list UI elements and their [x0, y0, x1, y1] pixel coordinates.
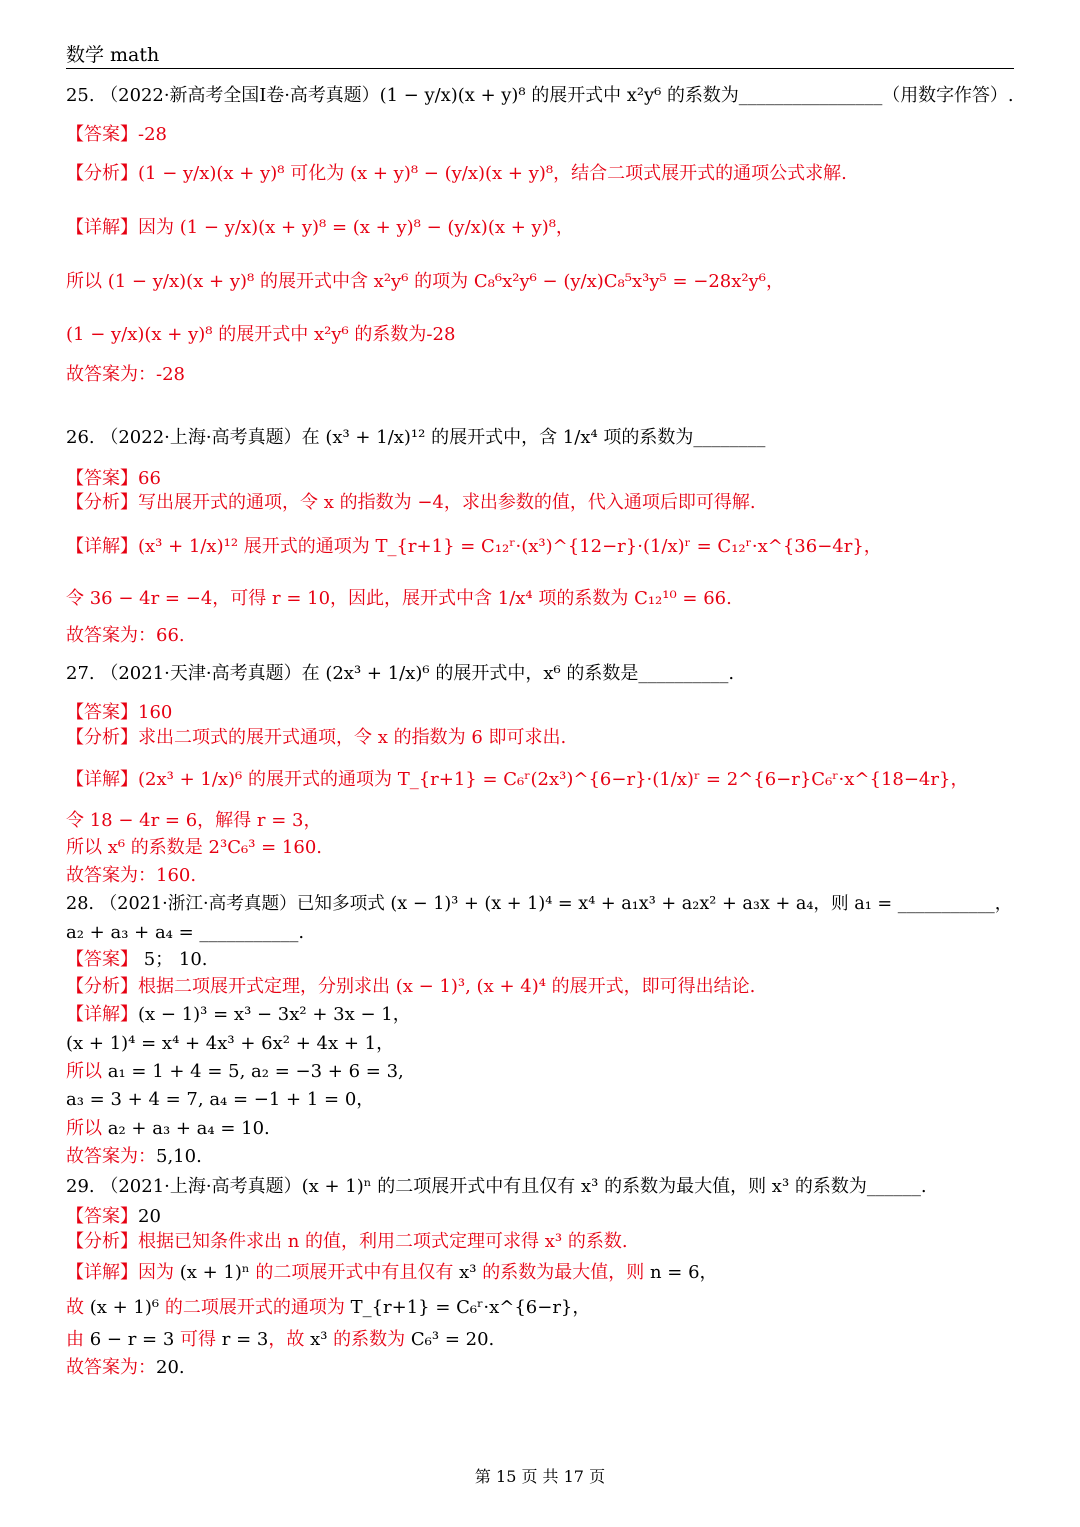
- text-line: [66, 426, 765, 450]
- text-segment: 【详解】因为: [66, 1262, 180, 1283]
- text-line: [66, 162, 847, 186]
- text-segment: 【详解】因为 (1 − y/x)(x + y)⁸ = (x + y)⁸ − (y/x)(x + y)⁸，: [66, 217, 574, 238]
- text-segment: a₃ = 3 + 4 = 7, a₄ = −1 + 1 = 0，: [66, 1089, 375, 1110]
- text-segment: 27. （2021·天津·高考真题）在 (2x³ + 1/x)⁶ 的展开式中，x⁶ 的系数是__________.: [66, 663, 735, 684]
- text-segment: 【答案】66: [66, 468, 161, 489]
- text-line: [66, 892, 1012, 916]
- text-segment: 5； 10.: [138, 949, 208, 970]
- text-segment: 所以 (1 − y/x)(x + y)⁸ 的展开式中含 x²y⁶ 的项为 C₈⁶x²y⁶ − (y/x)C₈⁵x³y⁵ = −28x²y⁶，: [66, 271, 785, 292]
- text-line: [66, 1003, 411, 1027]
- text-segment: a₁ = 1 + 4 = 5, a₂ = −3 + 6 = 3,: [107, 1061, 404, 1082]
- text-line: [66, 1230, 628, 1254]
- text-segment: 【分析】求出二项式的展开式通项，令 x 的指数为 6 即可求出.: [66, 727, 567, 748]
- text-segment: 20: [138, 1206, 161, 1227]
- text-segment: C₆³ = 20.: [410, 1329, 495, 1350]
- text-line: [66, 491, 756, 515]
- text-segment: 故答案为：: [66, 1146, 156, 1167]
- text-segment: 【详解】: [66, 1004, 138, 1025]
- text-line: [66, 363, 185, 387]
- text-line: [66, 1356, 185, 1380]
- text-line: [66, 1175, 927, 1199]
- text-line: [66, 1145, 202, 1169]
- text-line: [66, 1261, 718, 1285]
- text-segment: 由: [66, 1329, 90, 1350]
- text-line: [66, 1117, 270, 1141]
- text-segment: 29. （2021·上海·高考真题）(x + 1)ⁿ 的二项展开式中有且仅有 x³ 的系数为最大值，则 x³ 的系数为______.: [66, 1176, 927, 1197]
- text-segment: n = 6，: [649, 1262, 718, 1283]
- text-line: [66, 809, 322, 833]
- text-segment: 【分析】(1 − y/x)(x + y)⁸ 可化为 (x + y)⁸ − (y/x)(x + y)⁸，结合二项式展开式的通项公式求解.: [66, 163, 847, 184]
- text-segment: 20.: [156, 1357, 185, 1378]
- text-segment: 5,10.: [156, 1146, 202, 1167]
- text-segment: 【分析】写出展开式的通项，令 x 的指数为 −4，求出参数的值，代入通项后即可得解.: [66, 492, 756, 513]
- text-line: [66, 1032, 394, 1056]
- text-segment: 【答案】160: [66, 702, 173, 723]
- text-line: [66, 1328, 494, 1352]
- text-segment: 故答案为：-28: [66, 364, 185, 385]
- text-segment: 【答案】-28: [66, 124, 167, 145]
- header-divider: [66, 68, 1014, 69]
- text-line: [66, 1060, 404, 1084]
- text-line: [66, 768, 968, 792]
- text-segment: x³: [310, 1329, 328, 1350]
- text-segment: 故答案为：160.: [66, 865, 197, 886]
- text-line: [66, 975, 755, 999]
- text-line: [66, 467, 161, 491]
- text-segment: 令 36 − 4r = −4，可得 r = 10，因此，展开式中含 1/x⁴ 项的系数为 C₁₂¹⁰ = 66.: [66, 588, 732, 609]
- text-segment: (1 − y/x)(x + y)⁸ 的展开式中 x²y⁶ 的系数为-28: [66, 324, 456, 345]
- text-segment: 故答案为：66.: [66, 625, 185, 646]
- text-line: [66, 624, 185, 648]
- text-segment: 25. （2022·新高考全国Ⅰ卷·高考真题）(1 − y/x)(x + y)⁸ 的展开式中 x²y⁶ 的系数为________________（用数字作答）.: [66, 85, 1014, 106]
- page-footer: 第 15 页 共 17 页: [474, 1467, 606, 1486]
- text-segment: 所以: [66, 1061, 108, 1082]
- text-line: [66, 270, 784, 294]
- text-segment: 所以 x⁶ 的系数是 2³C₆³ = 160.: [66, 837, 323, 858]
- text-segment: 故答案为：: [66, 1357, 156, 1378]
- text-line: [66, 1088, 374, 1112]
- text-segment: a₂ + a₃ + a₄ = ___________.: [66, 922, 305, 943]
- text-line: [66, 701, 172, 725]
- text-line: [66, 123, 167, 147]
- text-segment: (x − 1)³ = x³ − 3x² + 3x − 1，: [138, 1004, 411, 1025]
- text-segment: ，故: [268, 1329, 311, 1350]
- text-line: [66, 535, 882, 559]
- text-segment: 令 18 − 4r = 6，解得 r = 3，: [66, 810, 322, 831]
- text-segment: 【详解】(2x³ + 1/x)⁶ 的展开式的通项为 T_{r+1} = C₆ʳ(2x³)^{6−r}·(1/x)ʳ = 2^{6−r}C₆ʳ·x^{18−4r}，: [66, 769, 969, 790]
- text-segment: x³: [459, 1262, 477, 1283]
- text-segment: 6 − r = 3: [89, 1329, 175, 1350]
- text-line: [66, 1296, 590, 1320]
- text-segment: 【详解】(x³ + 1/x)¹² 展开式的通项为 T_{r+1} = C₁₂ʳ·(x³)^{12−r}·(1/x)ʳ = C₁₂ʳ·x^{36−4r}，: [66, 536, 882, 557]
- text-line: [66, 323, 455, 347]
- text-segment: 所以: [66, 1118, 108, 1139]
- text-segment: 【分析】根据二项展开式定理，分别求出 (x − 1)³, (x + 4)⁴ 的展开式，即可得出结论.: [66, 976, 756, 997]
- text-segment: 的二项展开式的通项为: [159, 1297, 351, 1318]
- text-segment: 故: [66, 1297, 90, 1318]
- text-line: [66, 216, 574, 240]
- text-segment: (x + 1)⁴ = x⁴ + 4x³ + 6x² + 4x + 1，: [66, 1033, 395, 1054]
- text-segment: 可得: [174, 1329, 222, 1350]
- text-segment: r = 3: [221, 1329, 269, 1350]
- text-segment: 的二项展开式中有且仅有: [249, 1262, 460, 1283]
- text-segment: 【答案】: [66, 1206, 138, 1227]
- text-line: [66, 1205, 161, 1229]
- text-segment: T_{r+1} = C₆ʳ·x^{6−r}，: [350, 1297, 591, 1318]
- text-line: [66, 836, 322, 860]
- text-segment: 的系数为: [327, 1329, 411, 1350]
- text-segment: (x + 1)ⁿ: [179, 1262, 250, 1283]
- header-title: 数学 math: [66, 44, 160, 66]
- text-segment: 【答案】: [66, 949, 138, 970]
- text-segment: 【分析】根据已知条件求出 n 的值，利用二项式定理可求得 x³ 的系数.: [66, 1231, 628, 1252]
- text-line: [66, 587, 732, 611]
- text-segment: 28. （2021·浙江·高考真题）已知多项式 (x − 1)³ + (x + 1)⁴ = x⁴ + a₁x³ + a₂x² + a₃x + a₄，则 a₁ = ___________，: [66, 894, 1013, 914]
- text-line: [66, 84, 1014, 108]
- text-segment: 26. （2022·上海·高考真题）在 (x³ + 1/x)¹² 的展开式中，含 1/x⁴ 项的系数为________: [66, 427, 766, 448]
- text-segment: 的系数为最大值，则: [476, 1262, 650, 1283]
- text-line: [66, 864, 196, 888]
- text-segment: (x + 1)⁶: [89, 1297, 160, 1318]
- text-segment: a₂ + a₃ + a₄ = 10.: [107, 1118, 270, 1139]
- text-line: [66, 662, 734, 686]
- text-line: [66, 726, 566, 750]
- text-line: [66, 921, 304, 945]
- text-line: [66, 948, 208, 972]
